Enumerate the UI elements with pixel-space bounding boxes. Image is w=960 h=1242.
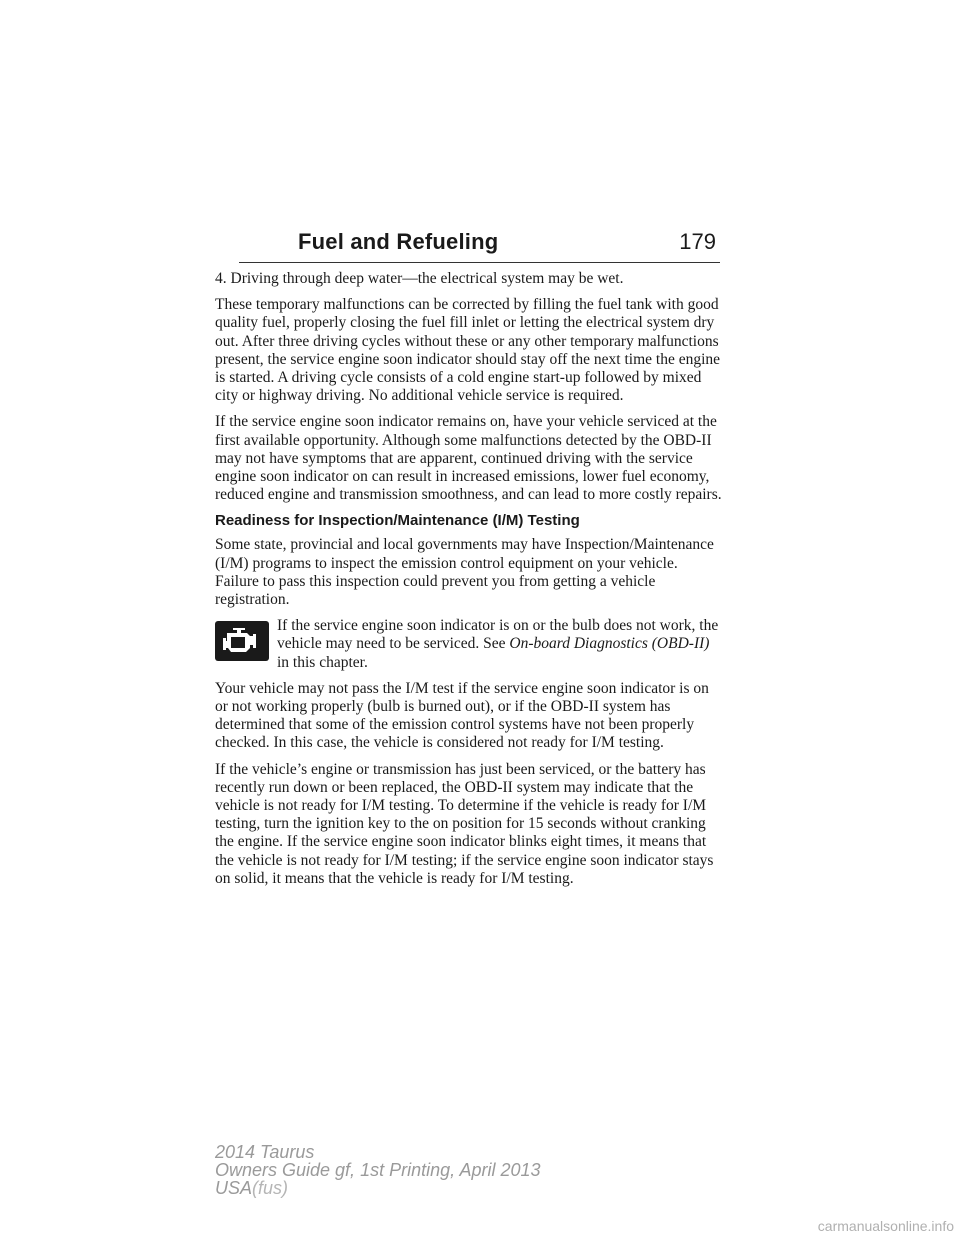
obd-ii-reference-link[interactable]: On-board Diagnostics (OBD-II) — [509, 635, 710, 653]
indicator-note — [215, 617, 725, 672]
page-number: 179 — [679, 229, 716, 254]
paragraph-temporary-malfunctions: These temporary malfunctions can be corrected by filling the fuel tank with good quality fuel, properly closing the fuel fill inlet or letting the electrical system dry out. After three driving cycles without these or any other temporary malfunctions present, the service engine soon indicator should stay off the next time the engine is started. A driving cycle consists of a cold engine start-up followed by mixed city or highway driving. No additional vehicle service is required. — [215, 296, 721, 405]
paragraph-im-programs: Some state, provincial and local governments may have Inspection/Maintenance (I/M) programs to inspect the emission control equipment on your vehicle. Failure to pass this inspection could prevent you from getting a vehicle registration. — [215, 536, 714, 609]
footer-region: USA(fus) — [215, 1178, 289, 1198]
paragraph-readiness-check: If the vehicle’s engine or transmission has just been serviced, or the battery has recently run down or been replaced, the OBD-II system may indicate that the vehicle is not ready for I/M testing. To determine if the vehicle is ready for I/M testing, turn the ignition key to the on position for 15 seconds without cranking the engine. If the service engine soon indicator blinks eight times, it means that the vehicle is not ready for I/M testing; if the service engine soon indicator stays on solid, it means that the vehicle is ready for I/M testing. — [215, 760, 714, 887]
chapter-title: Fuel and Refueling — [298, 229, 499, 254]
footer-model: 2014 Taurus — [215, 1142, 315, 1162]
document-footer — [215, 1143, 541, 1197]
footer-printing: Owners Guide gf, 1st Printing, April 2013 — [215, 1160, 541, 1180]
section-heading: Readiness for Inspection/Maintenance (I/M) Testing — [215, 512, 580, 530]
paragraph-indicator-remains-on: If the service engine soon indicator remains on, have your vehicle serviced at the first available opportunity. Although some malfunctions detected by the OBD-II may not have symptoms that are apparent, continued driving with the service engine soon indicator on can result in increased emissions, lower fuel economy, reduced engine and transmission smoothness, and can lead to more costly repairs. — [215, 413, 722, 504]
paragraph-driving-deep-water: 4. Driving through deep water—the electrical system may be wet. — [215, 270, 624, 287]
page-header — [239, 226, 720, 263]
watermark: carmanualsonline.info — [817, 1218, 954, 1234]
page-content — [215, 270, 725, 896]
engine-check-icon — [215, 621, 269, 661]
indicator-note-text: If the service engine soon indicator is on or the bulb does not work, the vehicle may need to be serviced. See On-board Diagnostics (OBD-II) in this chapter. — [277, 617, 719, 671]
paragraph-may-not-pass: Your vehicle may not pass the I/M test if the service engine soon indicator is on or not working properly (bulb is burned out), or if the OBD-II system has determined that some of the emission control systems have not been properly checked. In this case, the vehicle is considered not ready for I/M testing. — [215, 679, 709, 752]
